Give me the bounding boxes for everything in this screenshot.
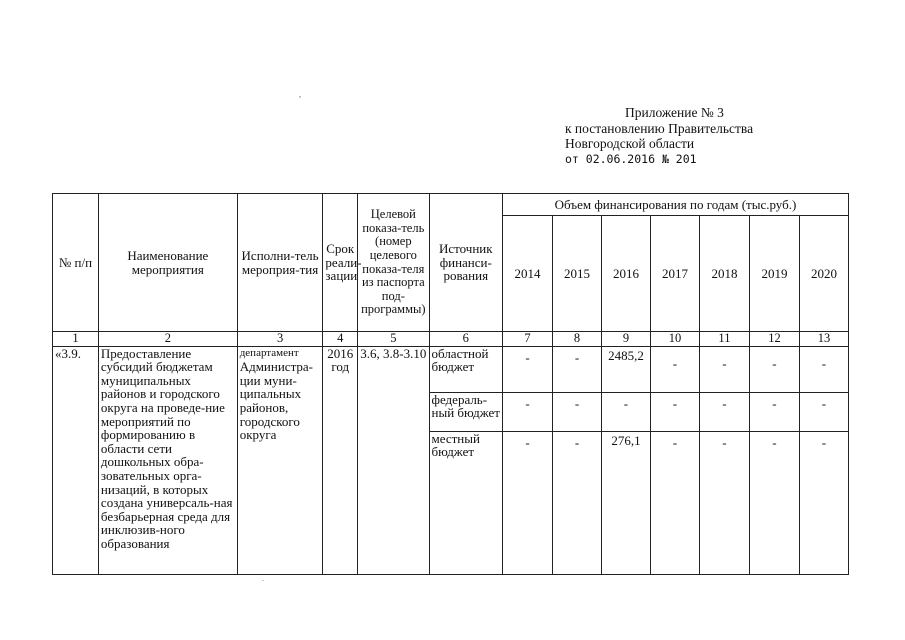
funding-source: федераль-ный бюджет: [429, 392, 502, 431]
column-number: 2: [98, 332, 237, 347]
column-number: 11: [699, 332, 749, 347]
funding-value: -: [503, 392, 553, 431]
header-num: № п/п: [53, 194, 99, 332]
column-number: 3: [237, 332, 323, 347]
row-target: 3.6, 3.8-3.10: [358, 346, 429, 574]
row-executor: [237, 346, 323, 574]
column-number: 7: [503, 332, 553, 347]
column-number: 8: [553, 332, 602, 347]
header-target: Целевой показа-тель (номер целевого показа-теля из паспорта под-программы): [358, 194, 429, 332]
column-number: 1: [53, 332, 99, 347]
row-executor-admin: Администра-ции муни-ципальных районов, городского округа: [239, 359, 314, 443]
funding-value: -: [650, 431, 699, 574]
appendix-title: Приложение № 3: [625, 105, 724, 120]
funding-source: областной бюджет: [429, 346, 502, 392]
funding-value: -: [749, 346, 799, 392]
column-number: 10: [650, 332, 699, 347]
funding-value: -: [799, 346, 848, 392]
row-name: Предоставление субсидий бюджетам муниципальных районов и городского округа на проведе-ние мероприятий по формированию в области сети дошкольных обра-зовательных орга-низаций, в которых создана универсаль-ная безбарьерная среда для инклюзив-ного образования: [98, 346, 237, 574]
funding-value: -: [650, 346, 699, 392]
funding-value: -: [799, 431, 848, 574]
header-funding: Объем финансирования по годам (тыс.руб.): [503, 194, 849, 216]
funding-value: -: [699, 346, 749, 392]
column-number: 4: [323, 332, 358, 347]
funding-value: -: [699, 392, 749, 431]
appendix-region: Новгородской области: [565, 136, 695, 152]
column-number: 13: [799, 332, 848, 347]
appendix-resolution: к постановлению Правительства: [565, 120, 754, 136]
funding-table: [52, 193, 849, 575]
column-number: 5: [358, 332, 429, 347]
funding-value: -: [553, 392, 602, 431]
funding-value: 2485,2: [601, 346, 650, 392]
header-year: 2016: [601, 216, 650, 332]
funding-value: -: [553, 431, 602, 574]
appendix-date: от 02.06.2016 № 201: [565, 151, 697, 166]
header-term: Срок реали-зации: [323, 194, 358, 332]
row-executor-dept: департамент: [239, 346, 299, 359]
scan-speck: .: [262, 574, 264, 583]
funding-source: местный бюджет: [429, 431, 502, 574]
header-year: 2015: [553, 216, 602, 332]
column-number-row: [53, 332, 849, 347]
row-num: «3.9.: [53, 346, 99, 574]
funding-value: -: [601, 392, 650, 431]
column-number: 12: [749, 332, 799, 347]
funding-value: -: [650, 392, 699, 431]
header-source: Источник финанси-рования: [429, 194, 502, 332]
scan-speck: ,: [299, 90, 301, 99]
header-year: 2014: [503, 216, 553, 332]
funding-value: -: [503, 431, 553, 574]
funding-value: -: [699, 431, 749, 574]
header-name: Наименование мероприятия: [98, 194, 237, 332]
table-row: [53, 346, 849, 392]
header-executor: Исполни-тель мероприя-тия: [237, 194, 323, 332]
funding-value: -: [799, 392, 848, 431]
header-year: 2018: [699, 216, 749, 332]
funding-value: -: [553, 346, 602, 392]
funding-value: -: [749, 392, 799, 431]
row-term: 2016 год: [323, 346, 358, 574]
funding-value: -: [503, 346, 553, 392]
column-number: 6: [429, 332, 502, 347]
header-year: 2017: [650, 216, 699, 332]
funding-value: -: [749, 431, 799, 574]
header-year: 2019: [749, 216, 799, 332]
column-number: 9: [601, 332, 650, 347]
appendix-header: [565, 105, 753, 167]
header-year: 2020: [799, 216, 848, 332]
funding-value: 276,1: [601, 431, 650, 574]
